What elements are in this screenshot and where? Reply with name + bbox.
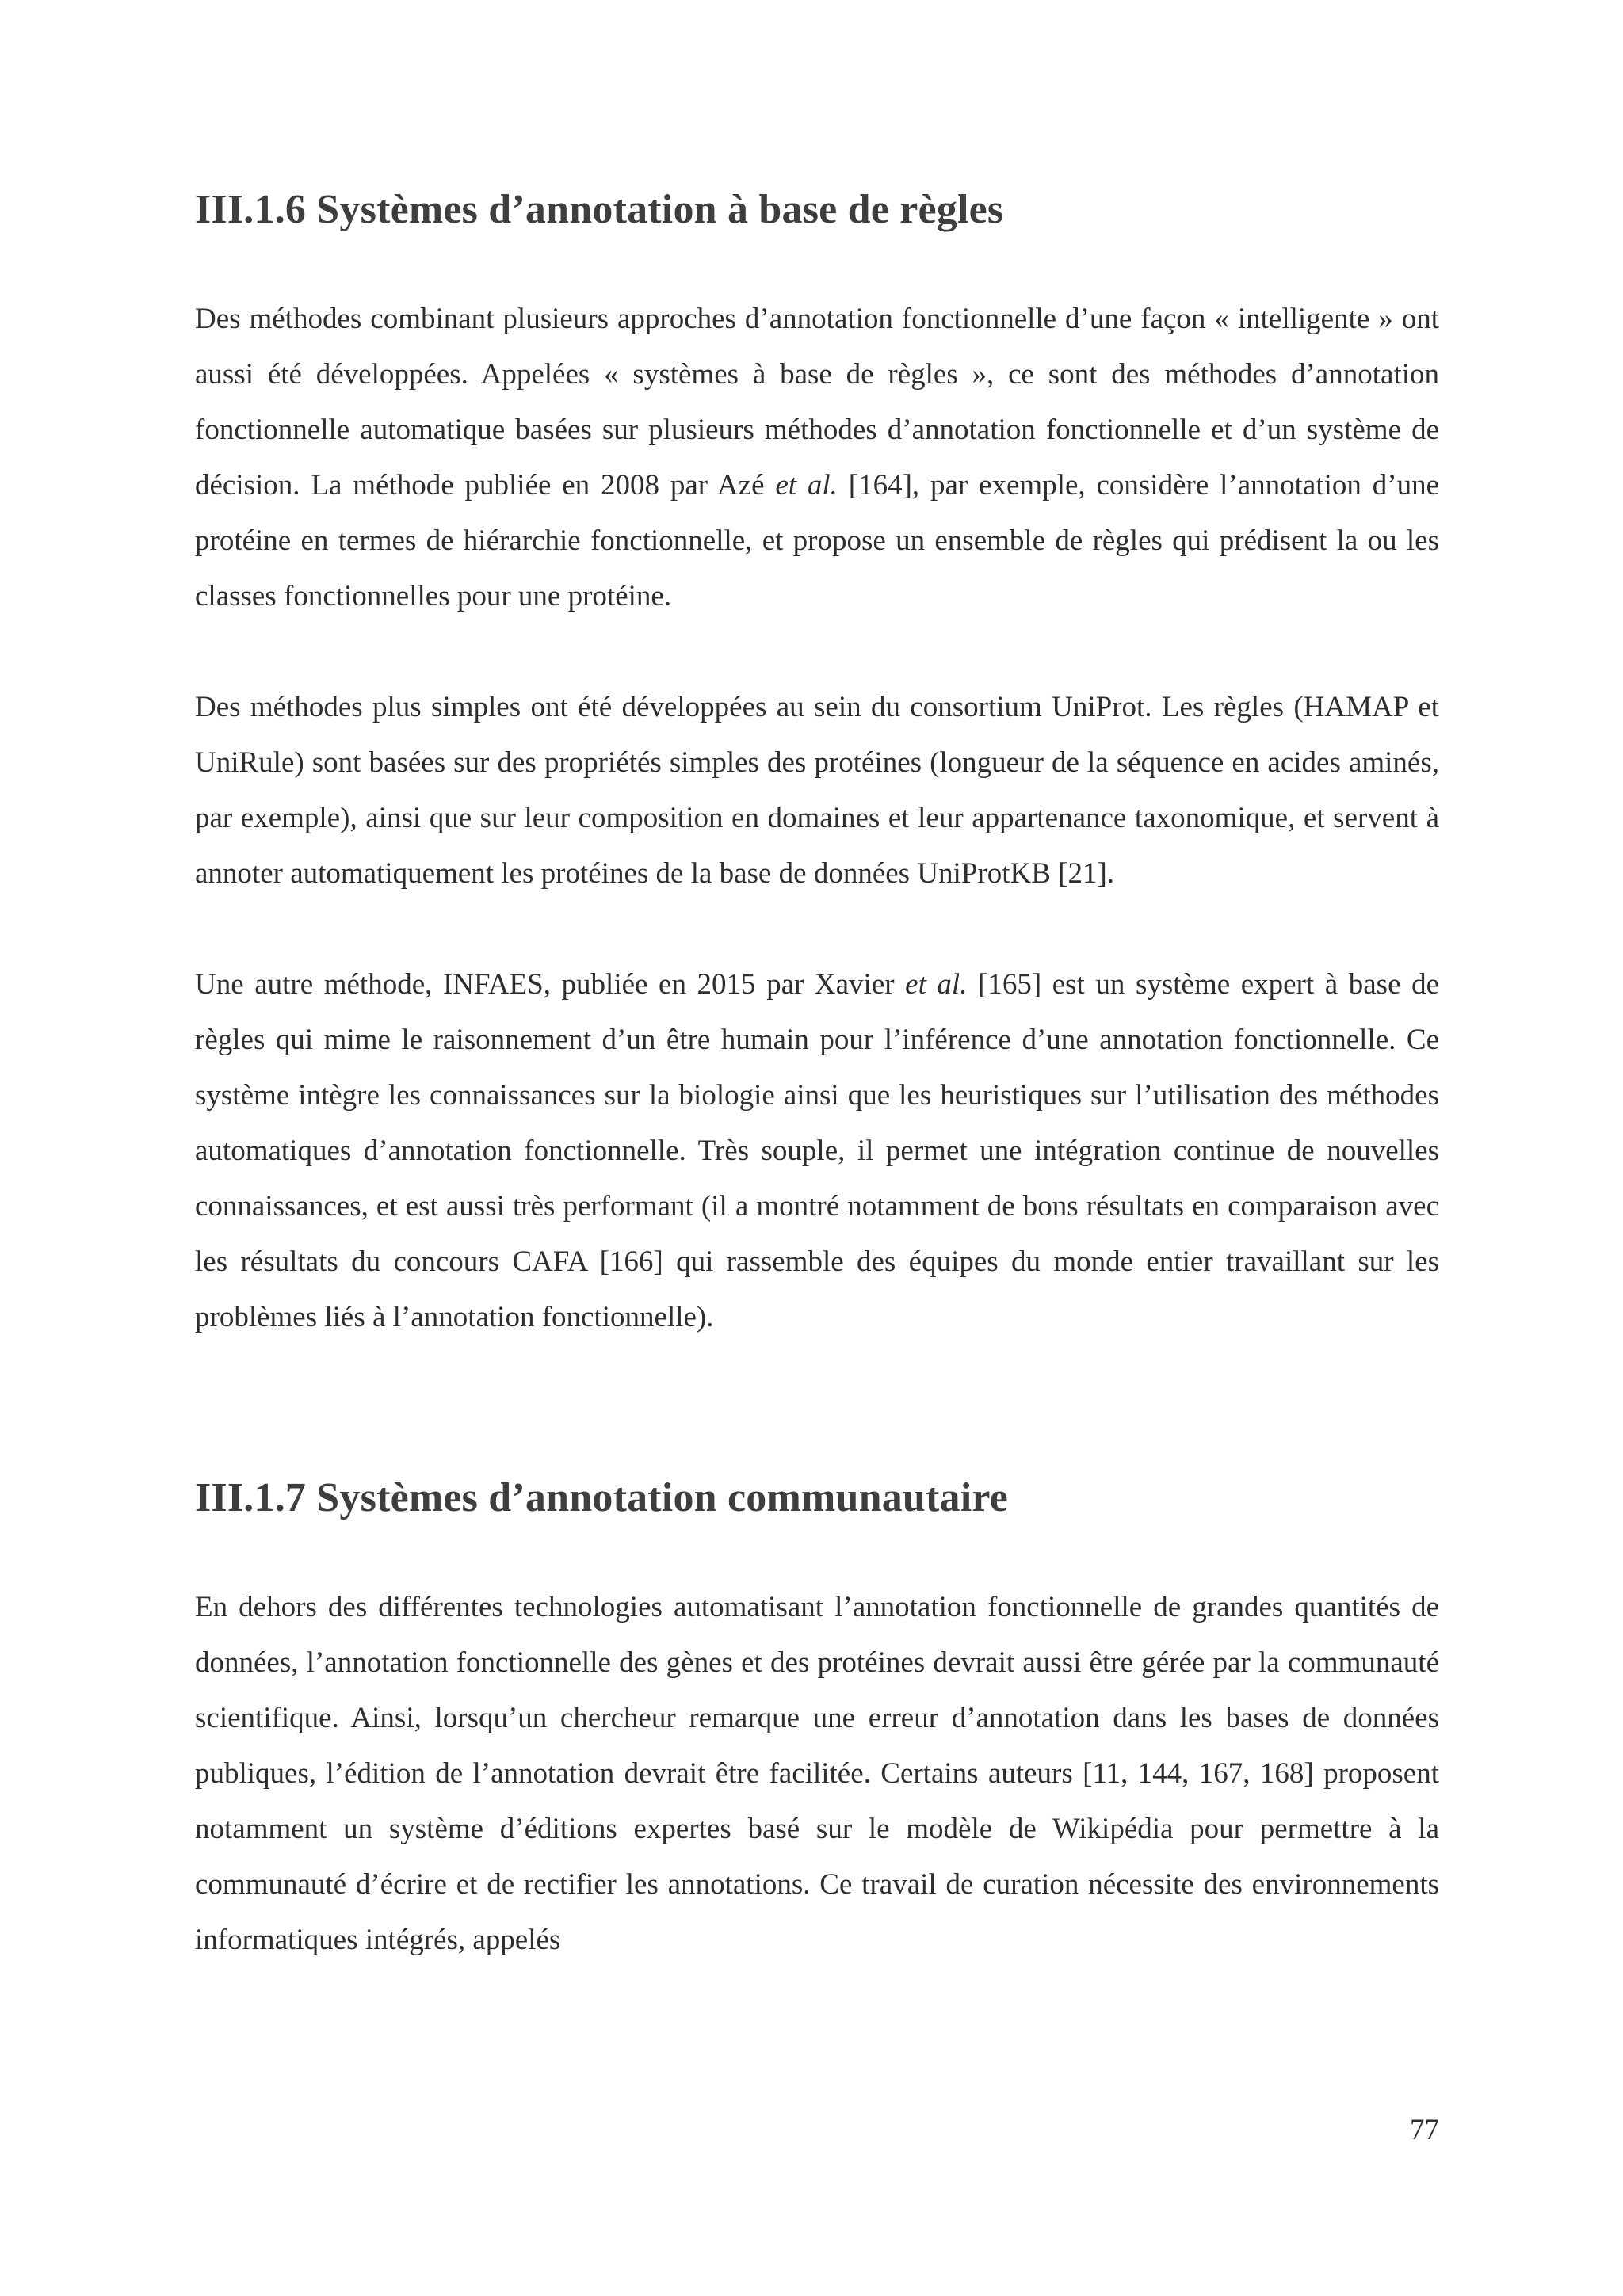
page-content: [195, 182, 1439, 1968]
section-heading-III-1-6: III.1.6 Systèmes d’annotation à base de règles: [195, 187, 1004, 232]
page-number: 77: [1410, 2114, 1439, 2146]
paragraph-rule-based-1: Des méthodes combinant plusieurs approches d’annotation fonctionnelle d’une façon « intelligente » ont aussi été développées. Appelées « systèmes à base de règles », ce sont des méthodes d’annotation fonctionnelle automatique basées sur plusieurs méthodes d’annotation fonctionnelle et d’un système de décision. La méthode publiée en 2008 par Azé et al. [164], par exemple, considère l’annotation d’une protéine en termes de hiérarchie fonctionnelle, et propose un ensemble de règles qui prédisent la ou les classes fonctionnelles pour une protéine.: [195, 303, 1439, 612]
italic-et-al: et al.: [905, 968, 968, 1001]
paragraph-rule-based-2: Des méthodes plus simples ont été développées au sein du consortium UniProt. Les règles (HAMAP et UniRule) sont basées sur des propriétés simples des protéines (longueur de la séquence en acides aminés, par exemple), ainsi que sur leur composition en domaines et leur appartenance taxonomique, et servent à annoter automatiquement les protéines de la base de données UniProtKB [21].: [195, 691, 1439, 890]
paragraph-rule-based-3: Une autre méthode, INFAES, publiée en 2015 par Xavier et al. [165] est un système expert à base de règles qui mime le raisonnement d’un être humain pour l’inférence d’une annotation fonctionnelle. Ce système intègre les connaissances sur la biologie ainsi que les heuristiques sur l’utilisation des méthodes automatiques d’annotation fonctionnelle. Très souple, il permet une intégration continue de nouvelles connaissances, et est aussi très performant (il a montré notamment de bons résultats en comparaison avec les résultats du concours CAFA [166] qui rassemble des équipes du monde entier travaillant sur les problèmes liés à l’annotation fonctionnelle).: [195, 968, 1439, 1333]
italic-et-al: et al.: [775, 469, 838, 502]
paragraph-community-1: En dehors des différentes technologies automatisant l’annotation fonctionnelle de grandes quantités de données, l’annotation fonctionnelle des gènes et des protéines devrait aussi être gérée par la communauté scientifique. Ainsi, lorsqu’un chercheur remarque une erreur d’annotation dans les bases de données publiques, l’édition de l’annotation devrait être facilitée. Certains auteurs [11, 144, 167, 168] proposent notamment un système d’éditions expertes basé sur le modèle de Wikipédia pour permettre à la communauté d’écrire et de rectifier les annotations. Ce travail de curation nécessite des environnements informatiques intégrés, appelés: [195, 1591, 1439, 1956]
section-heading-III-1-7: III.1.7 Systèmes d’annotation communautaire: [195, 1475, 1009, 1520]
